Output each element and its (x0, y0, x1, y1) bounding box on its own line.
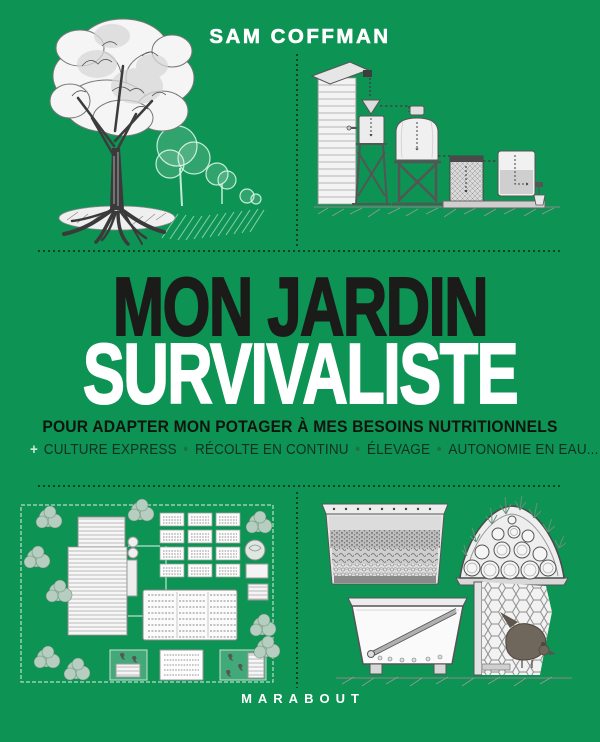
lower-dotted-rule (38, 485, 562, 487)
tagline-item: CULTURE EXPRESS (43, 441, 177, 458)
tree-with-roots-illustration (12, 6, 300, 252)
bottom-dotted-divider (296, 492, 298, 688)
publisher-logo: MARABOUT (241, 691, 365, 706)
title-line-2: SURVIVALISTE (82, 327, 518, 422)
title-line-1: MON JARDIN (112, 260, 488, 353)
tagline-separator: • (432, 441, 446, 458)
author-name: SAM COFFMAN (209, 25, 391, 48)
tagline-separator: • (179, 441, 193, 458)
raised-beds-illustration (306, 492, 590, 692)
tagline-prefix: + (30, 441, 42, 458)
tagline-item: RÉCOLTE EN CONTINU (194, 441, 349, 458)
tagline-separator: • (351, 441, 365, 458)
tagline (30, 441, 599, 459)
subtitle: POUR ADAPTER MON POTAGER À MES BESOINS NUTRITIONNELS (42, 417, 558, 436)
garden-plan-illustration (16, 498, 288, 688)
tagline-item: AUTONOMIE EN EAU... (448, 441, 599, 458)
tagline-item: ÉLEVAGE (366, 441, 431, 458)
rainwater-system-illustration (310, 56, 566, 226)
upper-dotted-rule (38, 250, 562, 252)
top-dotted-divider (296, 54, 298, 248)
